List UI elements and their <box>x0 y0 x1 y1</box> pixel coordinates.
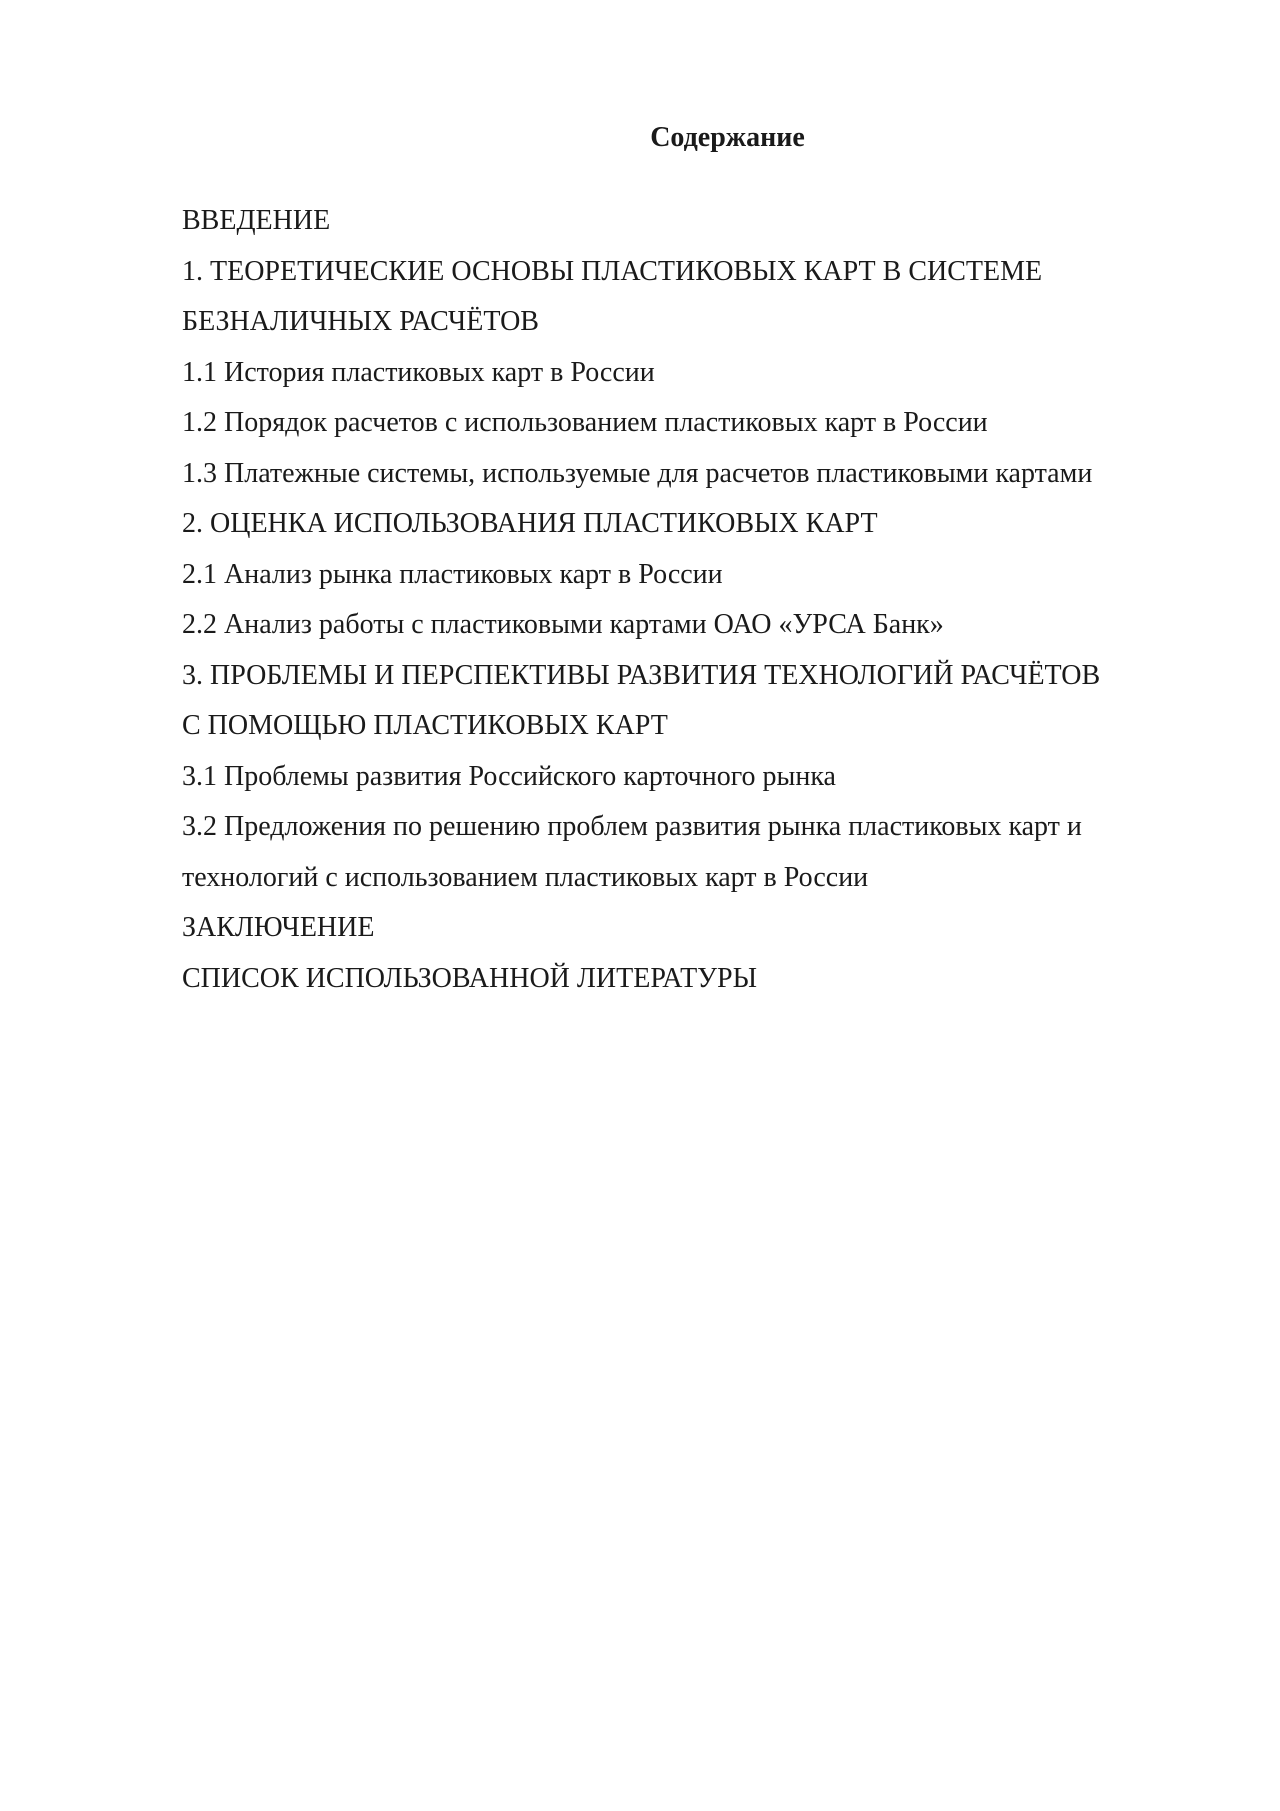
toc-entry: ВВЕДЕНИЕ <box>182 205 331 236</box>
toc-entry: 3. ПРОБЛЕМЫ И ПЕРСПЕКТИВЫ РАЗВИТИЯ ТЕХНОЛОГИЙ РАСЧЁТОВ <box>182 659 1101 691</box>
toc-entry: ЗАКЛЮЧЕНИЕ <box>182 912 375 943</box>
toc-list <box>182 196 1182 1004</box>
toc-title: Содержание <box>650 122 805 153</box>
toc-entry: 2. ОЦЕНКА ИСПОЛЬЗОВАНИЯ ПЛАСТИКОВЫХ КАРТ <box>182 508 878 539</box>
toc-entry: СПИСОК ИСПОЛЬЗОВАННОЙ ЛИТЕРАТУРЫ <box>182 962 757 994</box>
toc-entry: 1.3 Платежные системы, используемые для расчетов пластиковыми картами <box>182 457 1093 489</box>
toc-entry: 3.1 Проблемы развития Российского карточного рынка <box>182 760 836 792</box>
toc-entry: С ПОМОЩЬЮ ПЛАСТИКОВЫХ КАРТ <box>182 710 668 741</box>
toc-entry: 3.2 Предложения по решению проблем развития рынка пластиковых карт и <box>182 811 1082 842</box>
toc-entry: 2.1 Анализ рынка пластиковых карт в России <box>182 558 723 590</box>
toc-entry: 1.1 История пластиковых карт в России <box>182 356 655 388</box>
toc-entry: 1.2 Порядок расчетов с использованием пластиковых карт в России <box>182 407 988 438</box>
toc-entry: БЕЗНАЛИЧНЫХ РАСЧЁТОВ <box>182 306 539 337</box>
toc-entry: технологий с использованием пластиковых карт в России <box>182 861 869 893</box>
toc-entry: 2.2 Анализ работы с пластиковыми картами ОАО «УРСА Банк» <box>182 609 944 640</box>
toc-entry: 1. ТЕОРЕТИЧЕСКИЕ ОСНОВЫ ПЛАСТИКОВЫХ КАРТ В СИСТЕМЕ <box>182 255 1043 287</box>
